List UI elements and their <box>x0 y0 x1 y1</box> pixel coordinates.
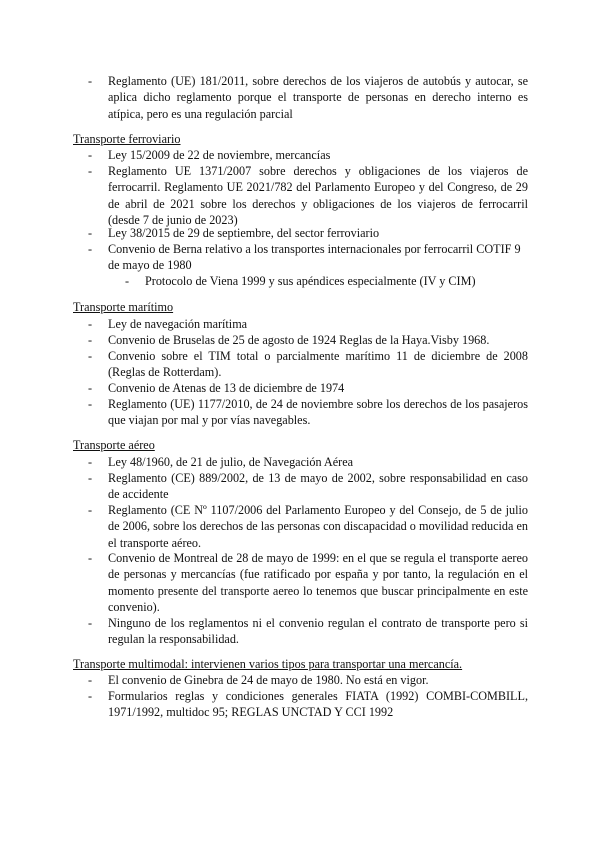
bullet-dash: - <box>125 274 130 288</box>
list-item <box>88 316 528 332</box>
list-item-text: Formularios reglas y condiciones generales FIATA (1992) COMBI-COMBILL, 1971/1992, multidoc 95; REGLAS UNCTAD Y CCI 1992 <box>108 689 528 720</box>
bullet-dash: - <box>88 317 93 331</box>
list-item-text: Ley 38/2015 de 29 de septiembre, del sector ferroviario <box>108 226 380 240</box>
list-item-text: Convenio sobre el TIM total o parcialmente marítimo 11 de diciembre de 2008 (Reglas de Rotterdam). <box>108 349 528 380</box>
list-item-text: Reglamento (CE) 889/2002, de 13 de mayo de 2002, sobre responsabilidad en caso de accidente <box>108 471 528 502</box>
bullet-dash: - <box>88 673 93 687</box>
list-item <box>88 502 528 551</box>
list-item-text: Reglamento (CE Nº 1107/2006 del Parlamento Europeo y del Consejo, de 5 de julio de 2006, sobre los derechos de las personas con discapacidad o movilidad reducida en el transporte aéreo. <box>108 503 528 550</box>
list-item <box>88 688 528 721</box>
sub-list-item-text: Protocolo de Viena 1999 y sus apéndices especialmente (IV y CIM) <box>145 274 476 288</box>
bullet-dash: - <box>88 503 93 517</box>
section-heading-maritimo: Transporte marítimo <box>73 300 174 314</box>
section-heading-multimodal: Transporte multimodal: intervienen varios tipos para transportar una mercancía. <box>73 657 463 671</box>
list-item <box>88 147 528 163</box>
bullet-dash: - <box>88 148 93 162</box>
list-item-text: Ley 48/1960, de 21 de julio, de Navegación Aérea <box>108 455 354 469</box>
section-heading-aereo: Transporte aéreo <box>73 438 155 452</box>
list-item-text: Reglamento (UE) 1177/2010, de 24 de noviembre sobre los derechos de los pasajeros que viajan por mal y por vías navegables. <box>108 397 528 428</box>
list-item <box>88 550 528 615</box>
bullet-dash: - <box>88 471 93 485</box>
list-item-text: Reglamento UE 1371/2007 sobre derechos y obligaciones de los viajeros de ferrocarril. Reglamento UE 2021/782 del Parlamento Europeo y del Congreso, de 29 de abril de 2021 sobre los derechos y obligaciones de los viajeros de ferrocarril (desde 7 de junio de 2023) <box>108 164 528 227</box>
list-item <box>88 163 528 228</box>
list-item-text: El convenio de Ginebra de 24 de mayo de 1980. No está en vigor. <box>108 673 429 687</box>
bullet-dash: - <box>88 381 93 395</box>
bullet-dash: - <box>88 333 93 347</box>
list-item-text: Ley de navegación marítima <box>108 317 248 331</box>
bullet-dash: - <box>88 689 93 703</box>
list-item-text: Ninguno de los reglamentos ni el convenio regulan el contrato de transporte pero si regulan la responsabilidad. <box>108 616 528 647</box>
list-item <box>88 241 528 274</box>
list-item <box>88 396 528 429</box>
bullet-dash: - <box>88 242 93 256</box>
bullet-dash: - <box>88 397 93 411</box>
list-item <box>88 348 528 381</box>
bullet-dash: - <box>88 164 93 178</box>
bullet-dash: - <box>88 616 93 630</box>
list-item-text: Convenio de Atenas de 13 de diciembre de 1974 <box>108 381 345 395</box>
list-item-text: Convenio de Berna relativo a los transportes internacionales por ferrocarril COTIF 9 de mayo de 1980 <box>108 242 521 273</box>
bullet-dash: - <box>88 74 93 88</box>
list-item <box>88 454 528 470</box>
list-item <box>88 73 528 122</box>
bullet-dash: - <box>88 226 93 240</box>
section-heading-ferroviario: Transporte ferroviario <box>73 132 181 146</box>
list-item <box>88 470 528 503</box>
list-item <box>88 332 528 348</box>
list-item-text: Reglamento (UE) 181/2011, sobre derechos de los viajeros de autobús y autocar, se aplica dicho reglamento porque el transporte de personas en derecho interno es atípica, pero es una regulación parcial <box>108 74 528 121</box>
list-item <box>88 225 528 241</box>
sub-list-item <box>125 273 525 289</box>
bullet-dash: - <box>88 349 93 363</box>
list-item <box>88 672 528 688</box>
list-item-text: Ley 15/2009 de 22 de noviembre, mercancías <box>108 148 331 162</box>
bullet-dash: - <box>88 455 93 469</box>
bullet-dash: - <box>88 551 93 565</box>
list-item <box>88 380 528 396</box>
list-item <box>88 615 528 648</box>
list-item-text: Convenio de Bruselas de 25 de agosto de 1924 Reglas de la Haya.Visby 1968. <box>108 333 490 347</box>
list-item-text: Convenio de Montreal de 28 de mayo de 1999: en el que se regula el transporte aereo de personas y mercancías (fue ratificado por españa y por tanto, la regulación en el momento presente del transporte aereo lo tenemos que buscar principalmente en este convenio). <box>108 551 528 614</box>
